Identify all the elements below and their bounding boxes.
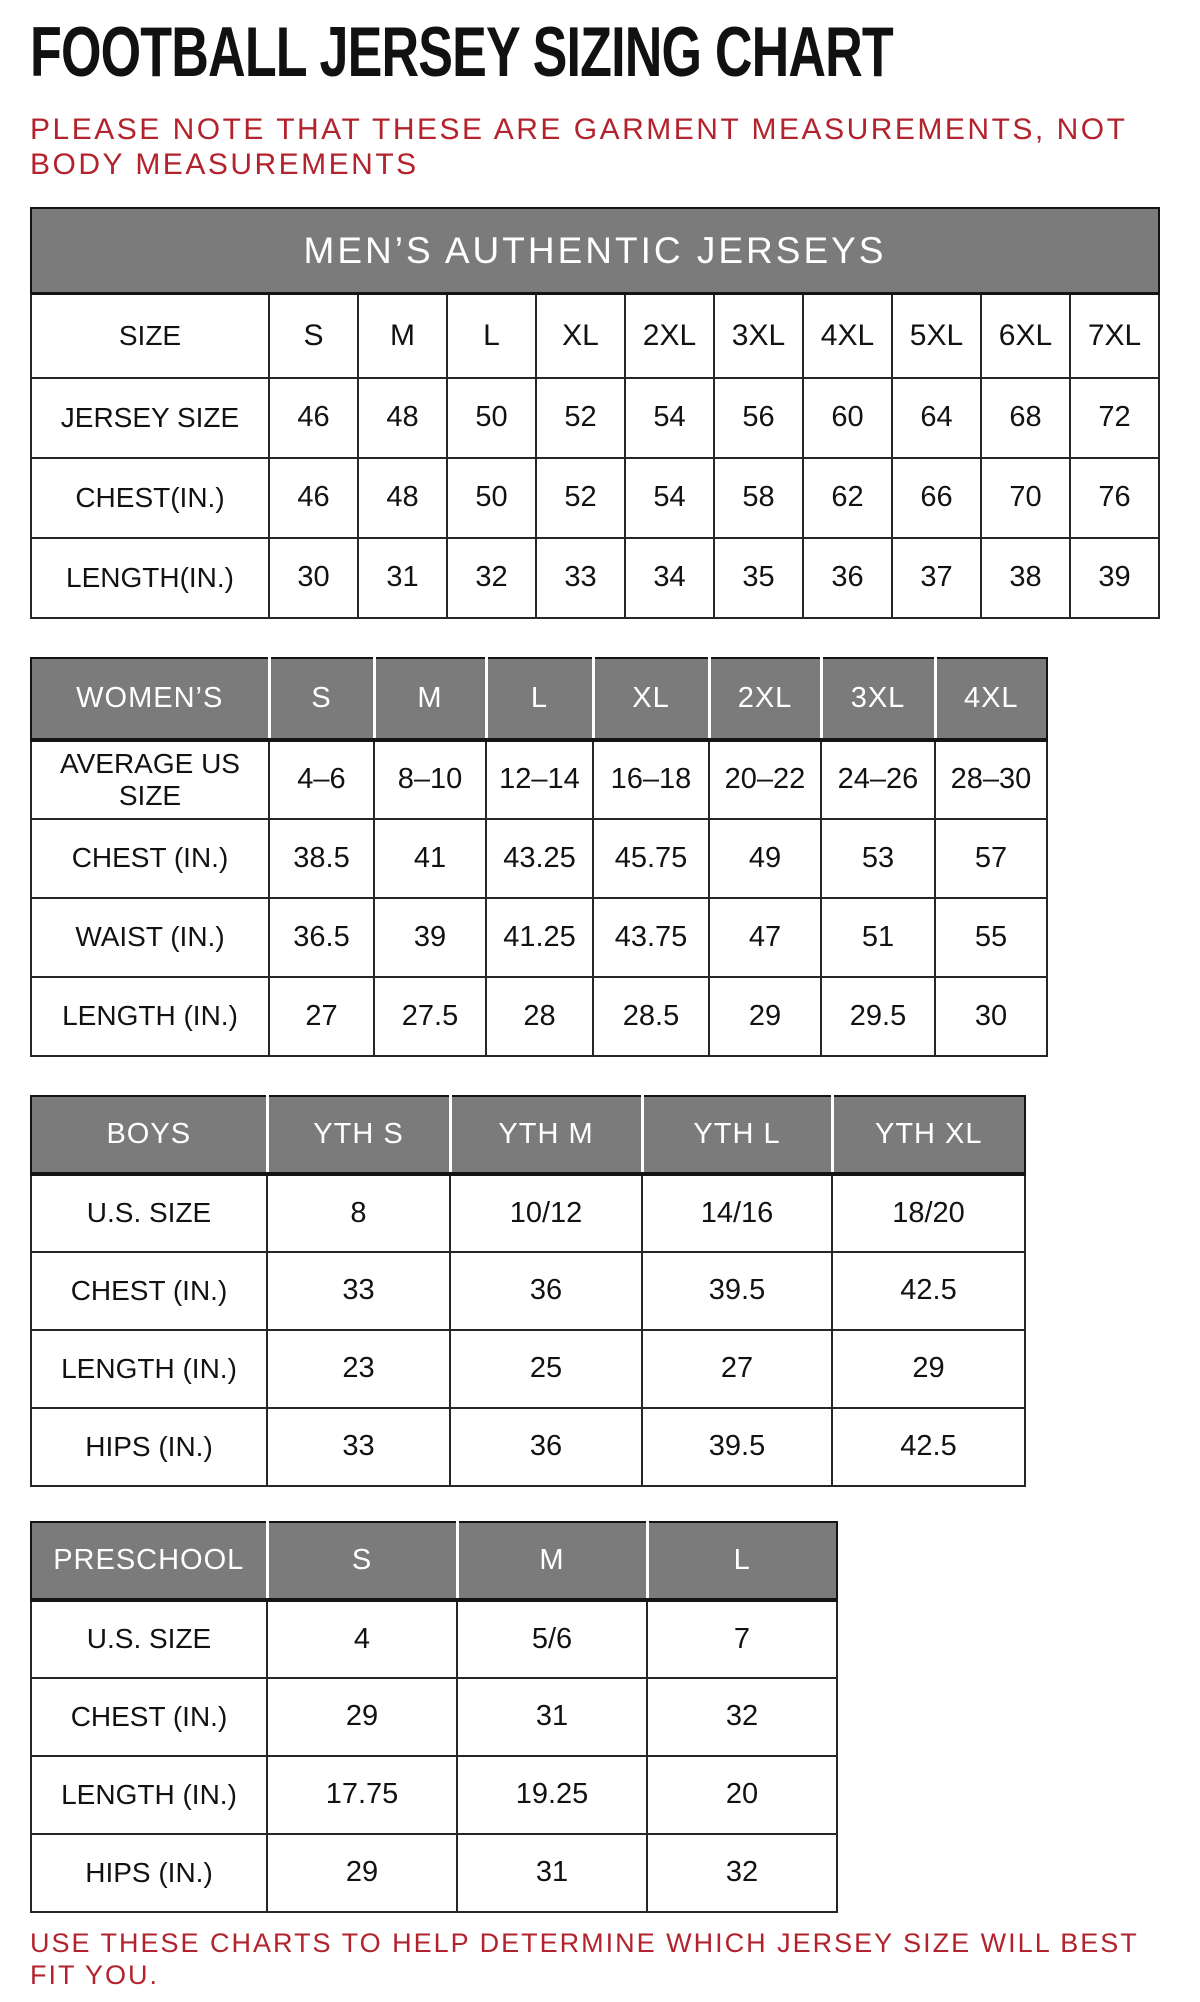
page-title-text: FOOTBALL JERSEY SIZING CHART bbox=[30, 13, 893, 92]
row-label: LENGTH (IN.) bbox=[31, 977, 269, 1056]
value-cell: 52 bbox=[536, 378, 625, 458]
value-cell: 50 bbox=[447, 458, 536, 538]
value-cell: 38.5 bbox=[269, 819, 374, 898]
table-row bbox=[31, 898, 1047, 977]
row-label: HIPS (IN.) bbox=[31, 1408, 267, 1486]
value-cell: 30 bbox=[935, 977, 1047, 1056]
column-header: S bbox=[269, 294, 358, 378]
column-header: L bbox=[647, 1522, 837, 1600]
value-cell: 31 bbox=[457, 1678, 647, 1756]
table-row bbox=[31, 977, 1047, 1056]
value-cell: 60 bbox=[803, 378, 892, 458]
column-header: 3XL bbox=[821, 658, 935, 740]
value-cell: 50 bbox=[447, 378, 536, 458]
value-cell: 36.5 bbox=[269, 898, 374, 977]
value-cell: 46 bbox=[269, 458, 358, 538]
column-header: 6XL bbox=[981, 294, 1070, 378]
column-header: 2XL bbox=[709, 658, 821, 740]
value-cell: 58 bbox=[714, 458, 803, 538]
table-row bbox=[31, 1600, 837, 1678]
value-cell: 72 bbox=[1070, 378, 1159, 458]
value-cell: 39 bbox=[374, 898, 486, 977]
value-cell: 4–6 bbox=[269, 740, 374, 819]
value-cell: 32 bbox=[647, 1834, 837, 1912]
value-cell: 51 bbox=[821, 898, 935, 977]
table-row bbox=[31, 1174, 1025, 1252]
value-cell: 43.75 bbox=[593, 898, 709, 977]
row-label: JERSEY SIZE bbox=[31, 378, 269, 458]
column-header: M bbox=[358, 294, 447, 378]
column-header: YTH M bbox=[450, 1096, 642, 1174]
column-header: M bbox=[374, 658, 486, 740]
value-cell: 7 bbox=[647, 1600, 837, 1678]
value-cell: 31 bbox=[457, 1834, 647, 1912]
row-label: LENGTH (IN.) bbox=[31, 1330, 267, 1408]
value-cell: 32 bbox=[647, 1678, 837, 1756]
value-cell: 33 bbox=[267, 1408, 450, 1486]
value-cell: 20 bbox=[647, 1756, 837, 1834]
value-cell: 47 bbox=[709, 898, 821, 977]
value-cell: 28 bbox=[486, 977, 593, 1056]
table-row bbox=[31, 1408, 1025, 1486]
value-cell: 62 bbox=[803, 458, 892, 538]
table-row bbox=[31, 1678, 837, 1756]
table-row bbox=[31, 740, 1047, 819]
value-cell: 42.5 bbox=[832, 1252, 1025, 1330]
mens-authentic-jerseys-table bbox=[30, 207, 1160, 619]
value-cell: 18/20 bbox=[832, 1174, 1025, 1252]
value-cell: 43.25 bbox=[486, 819, 593, 898]
row-label: CHEST (IN.) bbox=[31, 1678, 267, 1756]
table-row bbox=[31, 458, 1159, 538]
table-band-title: MEN’S AUTHENTIC JERSEYS bbox=[31, 208, 1159, 294]
row-label: CHEST (IN.) bbox=[31, 1252, 267, 1330]
value-cell: 8 bbox=[267, 1174, 450, 1252]
value-cell: 14/16 bbox=[642, 1174, 832, 1252]
value-cell: 66 bbox=[892, 458, 981, 538]
value-cell: 35 bbox=[714, 538, 803, 618]
corner-label: BOYS bbox=[31, 1096, 267, 1174]
table-row bbox=[31, 1252, 1025, 1330]
table-row bbox=[31, 1834, 837, 1912]
table-row bbox=[31, 378, 1159, 458]
garment-measurements-note: PLEASE NOTE THAT THESE ARE GARMENT MEASUREMENTS, NOT BODY MEASUREMENTS bbox=[30, 113, 1127, 182]
value-cell: 38 bbox=[981, 538, 1070, 618]
row-label: U.S. SIZE bbox=[31, 1174, 267, 1252]
value-cell: 5/6 bbox=[457, 1600, 647, 1678]
value-cell: 8–10 bbox=[374, 740, 486, 819]
value-cell: 39 bbox=[1070, 538, 1159, 618]
value-cell: 16–18 bbox=[593, 740, 709, 819]
row-label: WAIST (IN.) bbox=[31, 898, 269, 977]
value-cell: 27 bbox=[642, 1330, 832, 1408]
column-header: XL bbox=[536, 294, 625, 378]
table-row bbox=[31, 1330, 1025, 1408]
column-header: S bbox=[269, 658, 374, 740]
value-cell: 27.5 bbox=[374, 977, 486, 1056]
value-cell: 4 bbox=[267, 1600, 457, 1678]
table-row bbox=[31, 819, 1047, 898]
value-cell: 33 bbox=[267, 1252, 450, 1330]
value-cell: 70 bbox=[981, 458, 1070, 538]
column-header: 4XL bbox=[935, 658, 1047, 740]
column-header: S bbox=[267, 1522, 457, 1600]
value-cell: 36 bbox=[450, 1252, 642, 1330]
row-label: U.S. SIZE bbox=[31, 1600, 267, 1678]
value-cell: 45.75 bbox=[593, 819, 709, 898]
value-cell: 56 bbox=[714, 378, 803, 458]
value-cell: 57 bbox=[935, 819, 1047, 898]
column-header: M bbox=[457, 1522, 647, 1600]
value-cell: 23 bbox=[267, 1330, 450, 1408]
column-header: 5XL bbox=[892, 294, 981, 378]
row-label: CHEST(IN.) bbox=[31, 458, 269, 538]
column-header: YTH S bbox=[267, 1096, 450, 1174]
column-header: XL bbox=[593, 658, 709, 740]
table-row bbox=[31, 538, 1159, 618]
value-cell: 54 bbox=[625, 458, 714, 538]
table-row bbox=[31, 294, 1159, 378]
column-header: YTH L bbox=[642, 1096, 832, 1174]
value-cell: 36 bbox=[803, 538, 892, 618]
value-cell: 32 bbox=[447, 538, 536, 618]
value-cell: 52 bbox=[536, 458, 625, 538]
row-label: LENGTH (IN.) bbox=[31, 1756, 267, 1834]
value-cell: 30 bbox=[269, 538, 358, 618]
column-header: 3XL bbox=[714, 294, 803, 378]
value-cell: 31 bbox=[358, 538, 447, 618]
value-cell: 53 bbox=[821, 819, 935, 898]
womens-sizing-table bbox=[30, 657, 1048, 1057]
value-cell: 12–14 bbox=[486, 740, 593, 819]
corner-label: PRESCHOOL bbox=[31, 1522, 267, 1600]
value-cell: 29 bbox=[832, 1330, 1025, 1408]
value-cell: 29.5 bbox=[821, 977, 935, 1056]
column-header: 4XL bbox=[803, 294, 892, 378]
row-label: AVERAGE US SIZE bbox=[31, 740, 269, 819]
value-cell: 54 bbox=[625, 378, 714, 458]
page-title bbox=[30, 13, 1170, 92]
value-cell: 27 bbox=[269, 977, 374, 1056]
value-cell: 29 bbox=[709, 977, 821, 1056]
value-cell: 76 bbox=[1070, 458, 1159, 538]
column-header: 7XL bbox=[1070, 294, 1159, 378]
table-row bbox=[31, 1756, 837, 1834]
row-label: LENGTH(IN.) bbox=[31, 538, 269, 618]
value-cell: 39.5 bbox=[642, 1252, 832, 1330]
value-cell: 28–30 bbox=[935, 740, 1047, 819]
value-cell: 49 bbox=[709, 819, 821, 898]
value-cell: 10/12 bbox=[450, 1174, 642, 1252]
corner-label: SIZE bbox=[31, 294, 269, 378]
value-cell: 33 bbox=[536, 538, 625, 618]
value-cell: 68 bbox=[981, 378, 1070, 458]
corner-label: WOMEN’S bbox=[31, 658, 269, 740]
value-cell: 48 bbox=[358, 378, 447, 458]
preschool-sizing-table bbox=[30, 1521, 838, 1913]
column-header: YTH XL bbox=[832, 1096, 1025, 1174]
value-cell: 37 bbox=[892, 538, 981, 618]
value-cell: 19.25 bbox=[457, 1756, 647, 1834]
table-row bbox=[31, 658, 1047, 740]
value-cell: 39.5 bbox=[642, 1408, 832, 1486]
row-label: CHEST (IN.) bbox=[31, 819, 269, 898]
value-cell: 29 bbox=[267, 1834, 457, 1912]
row-label: HIPS (IN.) bbox=[31, 1834, 267, 1912]
value-cell: 34 bbox=[625, 538, 714, 618]
value-cell: 24–26 bbox=[821, 740, 935, 819]
value-cell: 64 bbox=[892, 378, 981, 458]
value-cell: 41 bbox=[374, 819, 486, 898]
value-cell: 25 bbox=[450, 1330, 642, 1408]
table-row bbox=[31, 1096, 1025, 1174]
column-header: 2XL bbox=[625, 294, 714, 378]
value-cell: 29 bbox=[267, 1678, 457, 1756]
fit-advice-footer: USE THESE CHARTS TO HELP DETERMINE WHICH JERSEY SIZE WILL BEST FIT YOU. bbox=[30, 1927, 1139, 1991]
table-row bbox=[31, 1522, 837, 1600]
value-cell: 36 bbox=[450, 1408, 642, 1486]
value-cell: 20–22 bbox=[709, 740, 821, 819]
value-cell: 17.75 bbox=[267, 1756, 457, 1834]
value-cell: 48 bbox=[358, 458, 447, 538]
value-cell: 46 bbox=[269, 378, 358, 458]
column-header: L bbox=[447, 294, 536, 378]
table-row bbox=[31, 208, 1159, 294]
value-cell: 55 bbox=[935, 898, 1047, 977]
value-cell: 42.5 bbox=[832, 1408, 1025, 1486]
value-cell: 28.5 bbox=[593, 977, 709, 1056]
value-cell: 41.25 bbox=[486, 898, 593, 977]
boys-sizing-table bbox=[30, 1095, 1026, 1487]
column-header: L bbox=[486, 658, 593, 740]
